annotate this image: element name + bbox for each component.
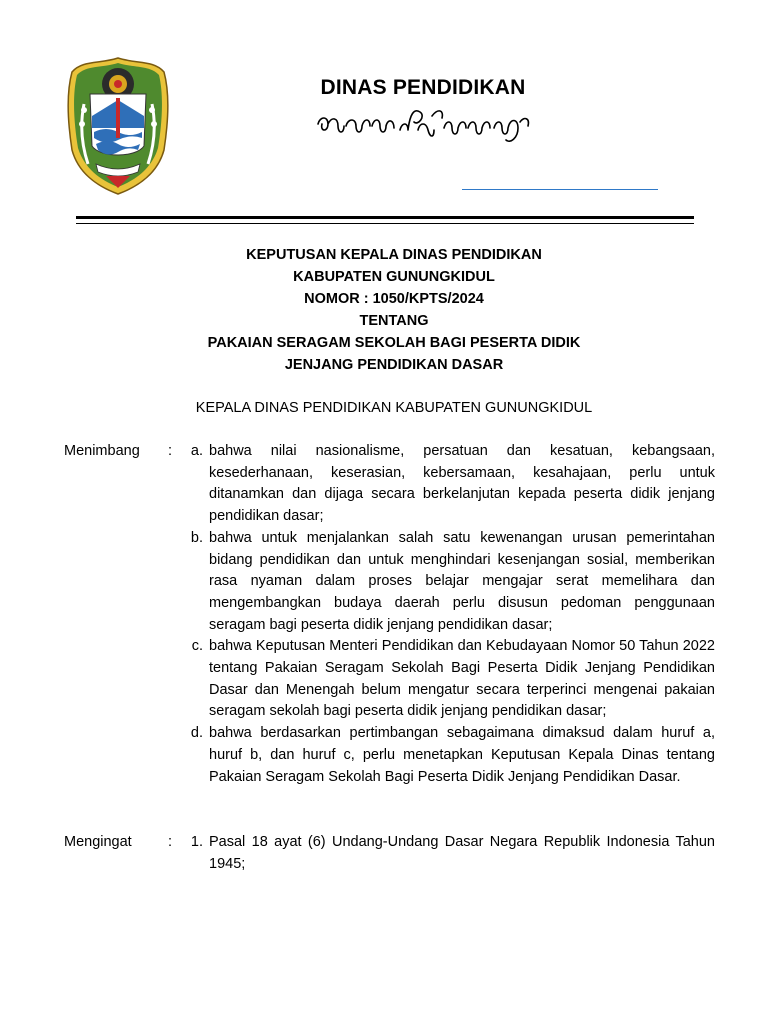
section-colon: : xyxy=(168,834,173,850)
section-colon: : xyxy=(168,443,173,459)
gunungkidul-emblem xyxy=(66,54,170,196)
title-line: KABUPATEN GUNUNGKIDUL xyxy=(293,269,495,285)
item-text: bahwa nilai nasionalisme, persatuan dan kesatuan, kebangsaan, kesederhanaan, keserasian, kebersamaan, kesahajaan, perlu untuk ditanamkan dan dijaga secara berkelanjutan kepada peserta didik jenjang pendidikan dasar; xyxy=(209,443,715,525)
item-text: Pasal 18 ayat (6) Undang-Undang Dasar Negara Republik Indonesia Tahun 1945; xyxy=(209,834,715,872)
item-text: bahwa Keputusan Menteri Pendidikan dan Kebudayaan Nomor 50 Tahun 2022 tentang Pakaian Seragam Sekolah Bagi Peserta Didik Jenjang Pendidikan Dasar dan Menengah belum mengatur secara terperinci mengenai pakaian seragam sekolah bagi peserta didik jenjang pendidikan dasar; xyxy=(209,638,715,720)
javanese-script-line xyxy=(314,104,534,146)
title-line: PAKAIAN SERAGAM SEKOLAH BAGI PESERTA DIDIK xyxy=(207,335,581,351)
list-item xyxy=(181,528,715,637)
item-marker: b. xyxy=(190,529,203,546)
decree-number: NOMOR : 1050/KPTS/2024 xyxy=(304,291,484,307)
list-item xyxy=(181,832,715,875)
title-line: KEPUTUSAN KEPALA DINAS PENDIDIKAN xyxy=(246,247,542,263)
item-marker: c. xyxy=(191,638,203,655)
section-mengingat xyxy=(64,832,715,882)
title-line: TENTANG xyxy=(359,313,429,329)
list-item xyxy=(181,723,715,788)
item-marker: 1. xyxy=(190,834,203,850)
section-label: Menimbang xyxy=(64,443,140,459)
item-text: bahwa untuk menjalankan salah satu kewenangan urusan pemerintahan bidang pendidikan dan untuk menghindari kesenjangan sosial, memberikan rasa nyaman dalam proses belajar mengajar serat memelihara dan mengembangkan budaya daerah perlu disusun pedoman penggunaan seragam bagi peserta didik jenjang pendidikan dasar; xyxy=(209,529,715,633)
item-marker: a. xyxy=(190,443,203,459)
issuing-official: KEPALA DINAS PENDIDIKAN KABUPATEN GUNUNGKIDUL xyxy=(195,400,593,416)
section-menimbang xyxy=(64,441,715,821)
list-item xyxy=(181,636,715,723)
section-label: Mengingat xyxy=(64,834,132,850)
title-line: JENJANG PENDIDIKAN DASAR xyxy=(284,357,504,373)
decree-title xyxy=(64,244,724,376)
item-text: bahwa berdasarkan pertimbangan sebagaimana dimaksud dalam huruf a, huruf b, dan huruf c, perlu menetapkan Keputusan Kepala Dinas tentang Pakaian Seragam Sekolah Bagi Peserta Didik Jenjang Pendidikan Dasar. xyxy=(209,725,715,785)
list-item xyxy=(181,441,715,528)
letterhead-rule-thin xyxy=(76,223,694,224)
link-underline xyxy=(462,189,658,190)
item-marker: d. xyxy=(190,725,203,742)
office-name: DINAS PENDIDIKAN xyxy=(320,76,526,99)
letterhead-rule-thick xyxy=(76,216,694,219)
